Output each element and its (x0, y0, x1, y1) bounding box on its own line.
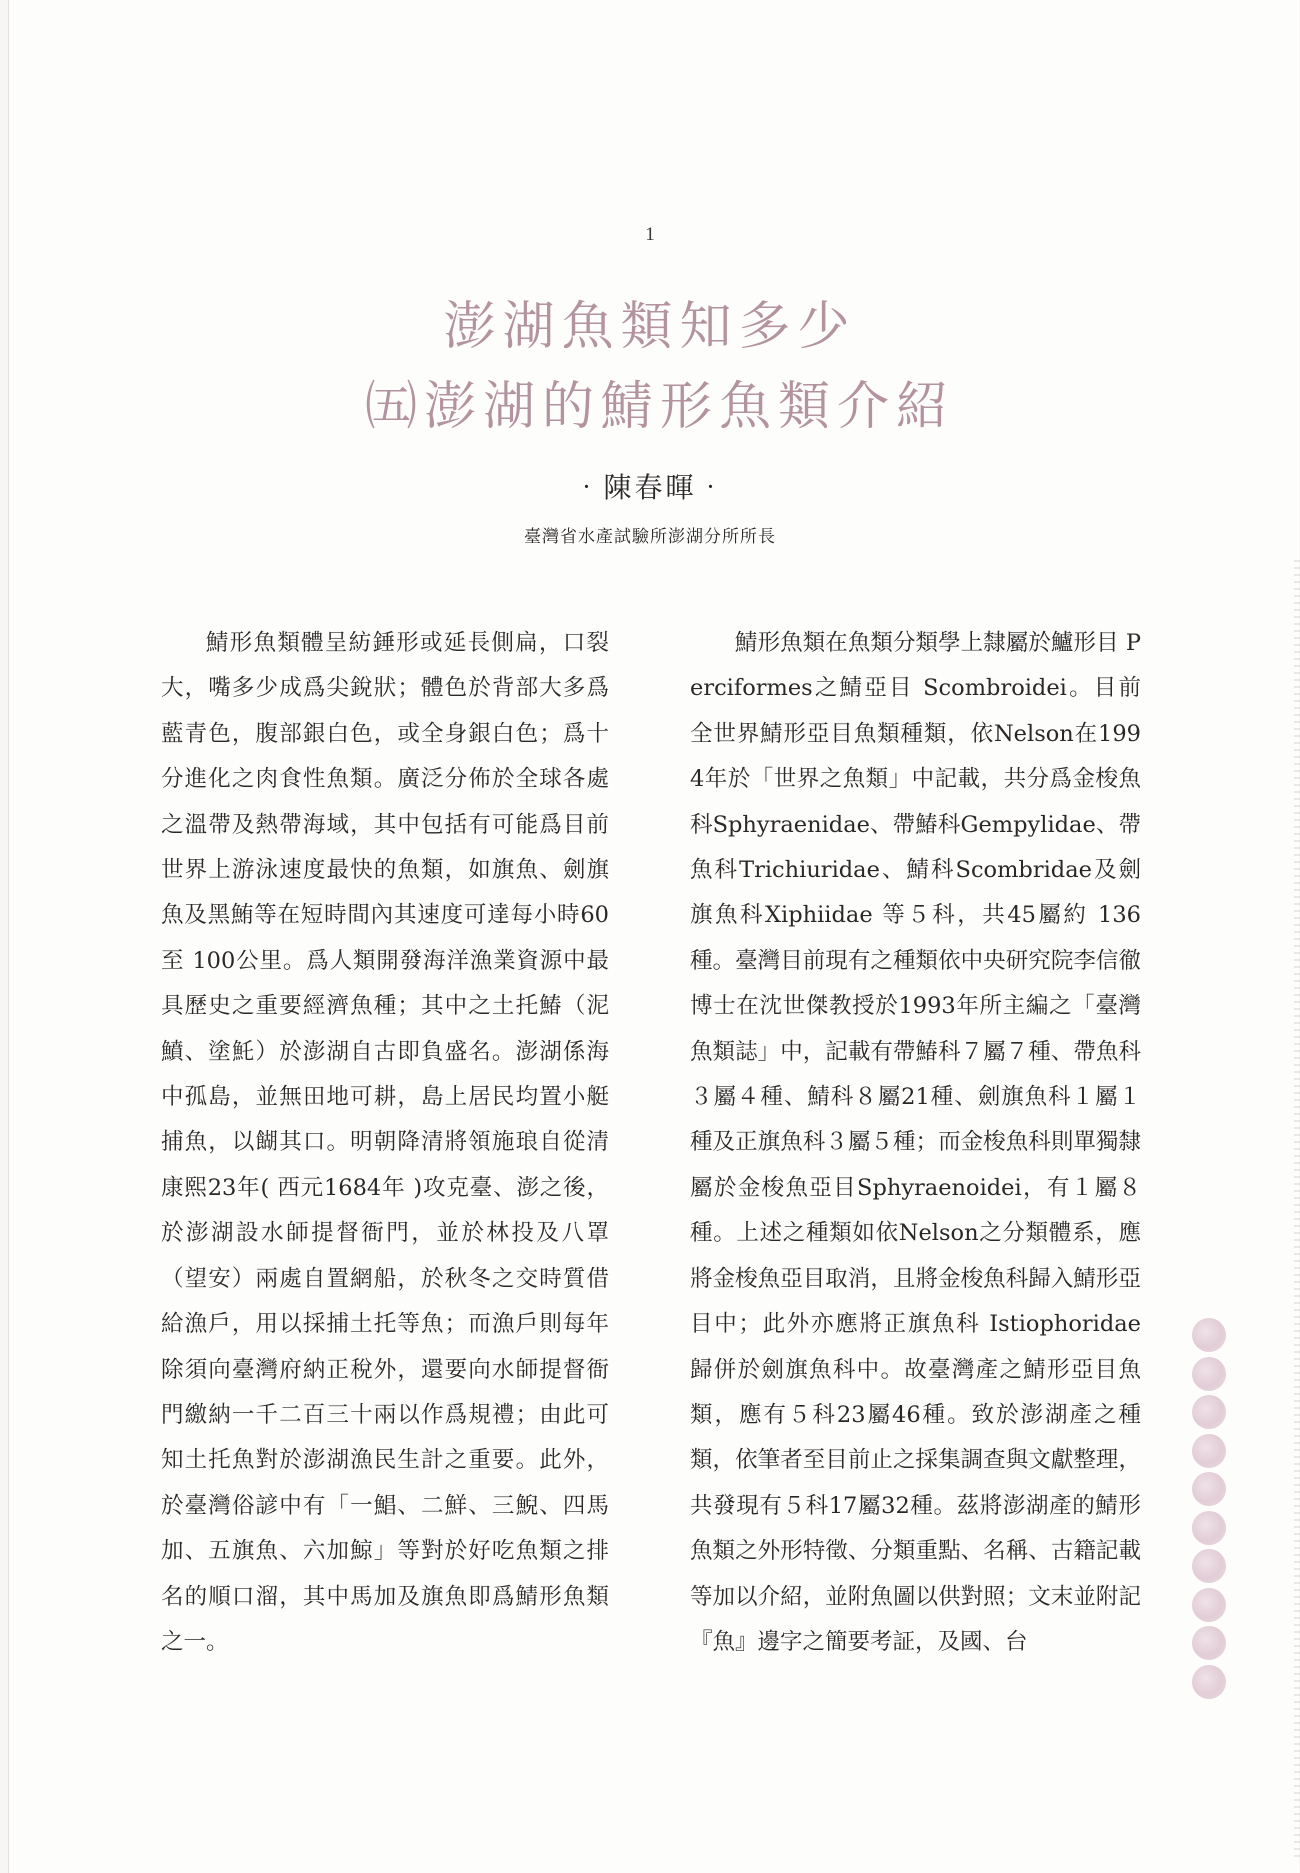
body-paragraph-right: 鯖形魚類在魚類分類學上隸屬於鱸形目 Perciformes之鯖亞目 Scombroidei。目前全世界鯖形亞目魚類種類，依Nelson在1994年於「世界之魚類」中記載，共分爲金梭魚科Sphyraenidae、帶鰆科Gempylidae、帶魚科Trichiuridae、鯖科Scombridae及劍旗魚科Xiphiidae 等５科，共45屬約 136種。臺灣目前現有之種類依中央研究院李信徹博士在沈世傑教授於1993年所主編之「臺灣魚類誌」中，記載有帶鰆科７屬７種、帶魚科３屬４種、鯖科８屬21種、劍旗魚科１屬１種及正旗魚科３屬５種；而金梭魚科則單獨隸屬於金梭魚亞目Sphyraenoidei，有１屬８種。上述之種類如依Nelson之分類體系，應將金梭魚亞目取消，且將金梭魚科歸入鯖形亞目中；此外亦應將正旗魚科 Istiophoridae歸併於劍旗魚科中。故臺灣產之鯖形亞目魚類，應有５科23屬46種。致於澎湖產之種類，依筆者至目前止之採集調查與文獻整理，共發現有５科17屬32種。茲將澎湖產的鯖形魚類之外形特徵、分類重點、名稱、古籍記載等加以介紹，並附魚圖以供對照；文末並附記『魚』邊字之簡要考証，及國、台 (690, 630, 1141, 1655)
body-column-right (690, 621, 1141, 1665)
author-name: ‧陳春暉‧ (572, 471, 728, 504)
body-paragraph-left: 鯖形魚類體呈紡錘形或延長側扁，口裂大，嘴多少成爲尖銳狀；體色於背部大多爲藍青色，腹部銀白色，或全身銀白色；爲十分進化之肉食性魚類。廣泛分佈於全球各處之溫帶及熱帶海域，其中包括有可能爲目前世界上游泳速度最快的魚類，如旗魚、劍旗魚及黑鮪等在短時間內其速度可達每小時60至 100公里。爲人類開發海洋漁業資源中最具歷史之重要經濟魚種；其中之土托鰆（泥鱝、塗魠）於澎湖自古即負盛名。澎湖係海中孤島，並無田地可耕，島上居民均置小艇捕魚，以餬其口。明朝降清將領施琅自從清康熙23年( 西元1684年 )攻克臺、澎之後，於澎湖設水師提督衙門，並於林投及八罩（望安）兩處自置網船，於秋冬之交時質借給漁戶，用以採捕土托等魚；而漁戶則每年除須向臺灣府納正稅外，還要向水師提督衙門繳納一千二百三十兩以作爲規禮；由此可知土托魚對於澎湖漁民生計之重要。此外，於臺灣俗諺中有「一鯧、二鮮、三鯢、四馬加、五旗魚、六加鯨」等對於好吃魚類之排名的順口溜，其中馬加及旗魚即爲鯖形魚類之一。 (161, 630, 609, 1655)
decorative-dot (1192, 1665, 1226, 1699)
decorative-dot (1192, 1395, 1226, 1429)
decorative-dot (1192, 1626, 1226, 1660)
decorative-dot (1192, 1549, 1226, 1583)
decorative-dot (1192, 1357, 1226, 1391)
page-edge-perforation (1294, 560, 1300, 1860)
article-title-line-2: ㈤澎湖的鯖形魚類介紹 (364, 377, 955, 437)
decorative-dot (1192, 1472, 1226, 1506)
decorative-dot (1192, 1588, 1226, 1622)
decorative-dot-column (1192, 1318, 1228, 1708)
body-column-left (161, 621, 609, 1665)
decorative-dot (1192, 1511, 1226, 1545)
article-title-line-1: 澎湖魚類知多少 (443, 297, 857, 357)
page-number: 1 (645, 224, 655, 245)
author-affiliation: 臺灣省水產試驗所澎湖分所所長 (524, 527, 776, 547)
decorative-dot (1192, 1434, 1226, 1468)
decorative-dot (1192, 1318, 1226, 1352)
